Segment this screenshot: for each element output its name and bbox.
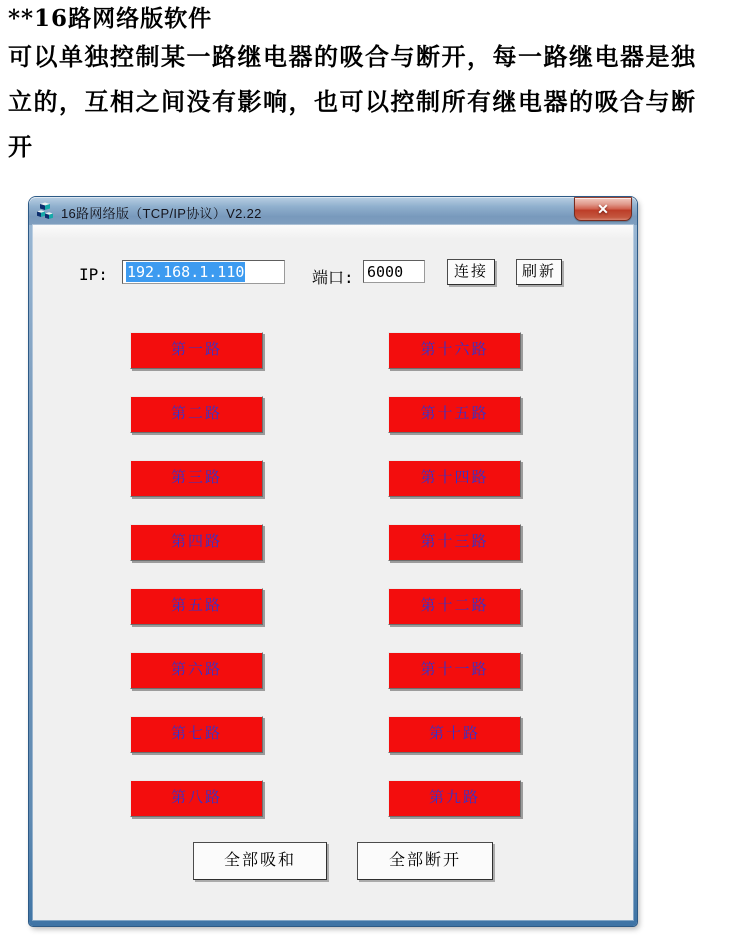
window-title: 16路网络版（TCP/IP协议）V2.22: [61, 206, 262, 221]
title-bar[interactable]: [29, 197, 637, 225]
relay-button-16[interactable]: 第十六路: [388, 332, 521, 369]
port-label: 端口:: [312, 268, 354, 287]
app-window: [29, 197, 637, 926]
relay-button-6[interactable]: 第六路: [130, 652, 263, 689]
port-input[interactable]: 6000: [363, 260, 425, 283]
relay-button-10[interactable]: 第十路: [388, 716, 521, 753]
relay-button-8[interactable]: 第八路: [130, 780, 263, 817]
relay-button-9[interactable]: 第九路: [388, 780, 521, 817]
doc-paragraph-line: 开: [8, 132, 34, 161]
relay-button-7[interactable]: 第七路: [130, 716, 263, 753]
close-button[interactable]: [574, 197, 632, 221]
doc-paragraph-line: 可以单独控制某一路继电器的吸合与断开，每一路继电器是独: [8, 42, 697, 71]
relay-button-13[interactable]: 第十三路: [388, 524, 521, 561]
relay-button-1[interactable]: 第一路: [130, 332, 263, 369]
ip-label: IP:: [79, 265, 108, 284]
relay-button-15[interactable]: 第十五路: [388, 396, 521, 433]
relay-button-4[interactable]: 第四路: [130, 524, 263, 561]
ip-selected-text: 192.168.1.110: [127, 263, 245, 281]
app-icon: [36, 202, 54, 220]
relay-button-12[interactable]: 第十二路: [388, 588, 521, 625]
refresh-button[interactable]: 刷新: [516, 259, 562, 285]
doc-paragraph-line: 立的，互相之间没有影响，也可以控制所有继电器的吸合与断: [8, 87, 697, 116]
ip-input[interactable]: [122, 260, 285, 284]
relay-button-11[interactable]: 第十一路: [388, 652, 521, 689]
doc-heading: **16路网络版软件: [8, 5, 213, 32]
relay-button-5[interactable]: 第五路: [130, 588, 263, 625]
close-icon: ✕: [597, 201, 609, 217]
relay-button-2[interactable]: 第二路: [130, 396, 263, 433]
relay-button-3[interactable]: 第三路: [130, 460, 263, 497]
relay-button-14[interactable]: 第十四路: [388, 460, 521, 497]
connect-button[interactable]: 连接: [447, 259, 495, 285]
all-off-button[interactable]: 全部断开: [357, 842, 493, 880]
all-on-button[interactable]: 全部吸和: [193, 842, 327, 880]
document-text: [8, 4, 748, 169]
client-area: [33, 225, 633, 920]
